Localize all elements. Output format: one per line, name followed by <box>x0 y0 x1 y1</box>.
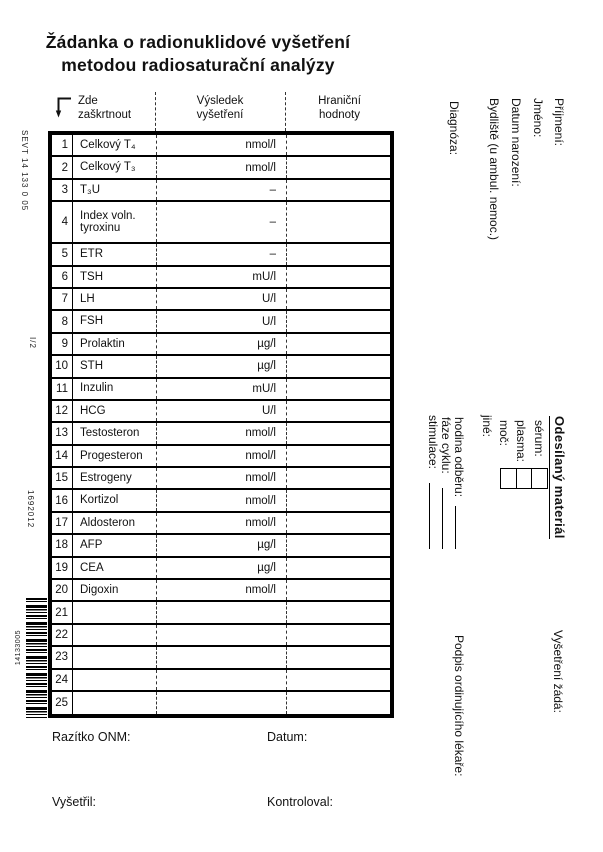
limit-cell <box>286 334 390 354</box>
table-row <box>52 602 390 624</box>
table-row <box>52 180 390 202</box>
material-checkbox-plasma[interactable] <box>516 469 532 488</box>
material-checkbox-moc[interactable] <box>501 469 516 488</box>
column-header-limits: Hraniční hodnoty <box>318 95 361 121</box>
test-name: Celkový T₃ <box>80 161 136 174</box>
row-tick-cell[interactable]: 19 <box>52 558 73 578</box>
table-row <box>52 334 390 356</box>
row-tick-cell[interactable]: 4 <box>52 202 73 242</box>
limit-cell <box>286 625 390 645</box>
row-tick-cell[interactable]: 24 <box>52 670 73 690</box>
material-checkbox-serum[interactable] <box>531 469 547 488</box>
row-tick-cell[interactable]: 15 <box>52 468 73 488</box>
barcode <box>26 598 47 718</box>
field-faze-cyklu: fáze cyklu: <box>439 417 453 474</box>
row-tick-cell[interactable]: 8 <box>52 311 73 331</box>
label-datum: Datum: <box>267 730 308 744</box>
table-row <box>52 468 390 490</box>
field-hodina-odberu: hodina odběru: <box>452 417 466 498</box>
limit-cell <box>286 311 390 331</box>
result-unit-cell: U/l <box>156 401 286 421</box>
result-unit-cell: nmol/l <box>156 135 286 155</box>
form-part-code: I/2 <box>28 337 37 349</box>
result-unit-cell <box>156 625 286 645</box>
result-unit-cell: µg/l <box>156 356 286 376</box>
test-name: Aldosteron <box>80 516 135 529</box>
result-unit-cell <box>156 670 286 690</box>
result-unit-cell: – <box>156 180 286 200</box>
result-unit-cell: µg/l <box>156 334 286 354</box>
barcode-number: 14133005 <box>15 630 22 666</box>
limit-cell <box>286 692 390 714</box>
field-datum-narozeni: Datum narození: <box>509 98 523 187</box>
limit-cell <box>286 490 390 510</box>
form-title-line2: metodou radiosaturační analýzy <box>61 54 335 75</box>
row-tick-cell[interactable]: 14 <box>52 446 73 466</box>
field-stimulace: stimulace: <box>426 415 440 470</box>
row-tick-cell[interactable]: 3 <box>52 180 73 200</box>
table-row <box>52 244 390 266</box>
test-name <box>73 692 156 714</box>
label-vysetril: Vyšetřil: <box>52 795 96 809</box>
table-row <box>52 692 390 714</box>
form-title-line1: Žádanka o radionuklidové vyšetření <box>45 32 351 52</box>
header-divider <box>285 92 286 131</box>
table-row <box>52 289 390 311</box>
results-table <box>48 131 394 718</box>
limit-cell <box>286 356 390 376</box>
test-name: ETR <box>80 248 103 261</box>
test-name: CEA <box>80 561 104 574</box>
sevt-code: SEVT 14 133 0 05 <box>20 130 29 212</box>
result-unit-cell: nmol/l <box>156 580 286 600</box>
limit-cell <box>286 157 390 177</box>
result-unit-cell: nmol/l <box>156 468 286 488</box>
test-name <box>73 602 156 622</box>
row-tick-cell[interactable]: 25 <box>52 692 73 714</box>
test-name: LH <box>80 292 95 305</box>
label-razitko-onm: Razítko ONM: <box>52 730 131 744</box>
result-unit-cell: – <box>156 244 286 264</box>
row-tick-cell[interactable]: 6 <box>52 267 73 287</box>
limit-cell <box>286 401 390 421</box>
table-row <box>52 423 390 445</box>
test-name <box>73 670 156 690</box>
result-unit-cell <box>156 602 286 622</box>
limit-cell <box>286 580 390 600</box>
result-unit-cell: mU/l <box>156 379 286 399</box>
test-name: STH <box>80 360 103 373</box>
row-tick-cell[interactable]: 11 <box>52 379 73 399</box>
test-name: Celkový T₄ <box>80 138 136 151</box>
limit-cell <box>286 135 390 155</box>
test-name: HCG <box>80 404 106 417</box>
limit-cell <box>286 513 390 533</box>
row-tick-cell[interactable]: 22 <box>52 625 73 645</box>
test-name: Kortizol <box>80 494 119 507</box>
header-divider <box>155 92 156 131</box>
result-unit-cell: nmol/l <box>156 157 286 177</box>
field-jine: jiné: <box>480 415 494 438</box>
test-name: TSH <box>80 270 103 283</box>
test-name: Index voln. tyroxinu <box>80 209 136 235</box>
result-unit-cell: nmol/l <box>156 423 286 443</box>
form-title <box>38 31 358 76</box>
result-unit-cell: U/l <box>156 311 286 331</box>
field-podpis-lekare: Podpis ordinujícího lékaře: <box>452 635 466 777</box>
row-tick-cell[interactable]: 18 <box>52 535 73 555</box>
result-unit-cell <box>156 647 286 667</box>
row-tick-cell[interactable]: 1 <box>52 135 73 155</box>
row-tick-cell[interactable]: 10 <box>52 356 73 376</box>
test-name: Estrogeny <box>80 472 132 485</box>
result-unit-cell: µg/l <box>156 535 286 555</box>
table-row <box>52 311 390 333</box>
field-plasma: plasma: <box>514 420 528 463</box>
limit-cell <box>286 267 390 287</box>
table-row <box>52 401 390 423</box>
limit-cell <box>286 535 390 555</box>
table-row <box>52 535 390 557</box>
test-name: Testosteron <box>80 427 140 440</box>
section-odesilany-material: Odesílaný materiál <box>549 416 567 539</box>
column-header-result: Výsledek vyšetření <box>196 95 244 121</box>
tick-here-arrow-icon <box>55 96 73 127</box>
limit-cell <box>286 670 390 690</box>
test-name <box>73 625 156 645</box>
table-row <box>52 202 390 244</box>
test-name: T₃U <box>80 183 101 196</box>
row-tick-cell[interactable]: 2 <box>52 157 73 177</box>
test-name: FSH <box>80 315 103 328</box>
row-tick-cell[interactable]: 13 <box>52 423 73 443</box>
column-header-tick: Zde zaškrtnout <box>78 95 132 121</box>
result-unit-cell: U/l <box>156 289 286 309</box>
limit-cell <box>286 180 390 200</box>
result-unit-cell: nmol/l <box>156 513 286 533</box>
table-row <box>52 513 390 535</box>
result-unit-cell: µg/l <box>156 558 286 578</box>
table-row <box>52 490 390 512</box>
row-tick-cell[interactable]: 5 <box>52 244 73 264</box>
row-tick-cell[interactable]: 7 <box>52 289 73 309</box>
limit-cell <box>286 289 390 309</box>
material-checkbox-group <box>500 468 548 489</box>
row-tick-cell[interactable]: 16 <box>52 490 73 510</box>
limit-cell <box>286 602 390 622</box>
row-tick-cell[interactable]: 23 <box>52 647 73 667</box>
limit-cell <box>286 446 390 466</box>
table-row <box>52 267 390 289</box>
test-name: Prolaktin <box>80 337 125 350</box>
field-prijmeni: Příjmení: <box>552 98 566 147</box>
limit-cell <box>286 558 390 578</box>
limit-cell <box>286 423 390 443</box>
field-serum: sérum: <box>532 420 546 457</box>
result-unit-cell: mU/l <box>156 267 286 287</box>
test-name: Inzulin <box>80 382 114 395</box>
field-vysetreni-zada: Vyšetření žádá: <box>551 630 565 713</box>
limit-cell <box>286 379 390 399</box>
test-name: Progesteron <box>80 449 143 462</box>
table-row <box>52 446 390 468</box>
test-name: Digoxin <box>80 583 119 596</box>
row-tick-cell[interactable]: 21 <box>52 602 73 622</box>
table-row <box>52 647 390 669</box>
table-row <box>52 356 390 378</box>
limit-cell <box>286 468 390 488</box>
limit-cell <box>286 244 390 264</box>
result-unit-cell <box>156 692 286 714</box>
limit-cell <box>286 647 390 667</box>
table-row <box>52 558 390 580</box>
row-tick-cell[interactable]: 12 <box>52 401 73 421</box>
test-name: AFP <box>80 539 103 552</box>
result-unit-cell: – <box>156 202 286 242</box>
hodina-odberu-line <box>455 506 456 549</box>
result-unit-cell: nmol/l <box>156 446 286 466</box>
stimulace-line <box>429 483 430 549</box>
row-tick-cell[interactable]: 20 <box>52 580 73 600</box>
label-kontroloval: Kontroloval: <box>267 795 334 809</box>
row-tick-cell[interactable]: 17 <box>52 513 73 533</box>
table-row <box>52 625 390 647</box>
field-jmeno: Jméno: <box>531 98 545 138</box>
table-row <box>52 157 390 179</box>
field-bydliste: Bydliště (u ambul. nemoc.) <box>487 98 501 241</box>
table-row <box>52 135 390 157</box>
field-moc: moč: <box>497 420 511 447</box>
faze-cyklu-line <box>442 488 443 549</box>
field-diagnoza: Diagnóza: <box>447 101 461 156</box>
row-tick-cell[interactable]: 9 <box>52 334 73 354</box>
print-run-code: 1692012 <box>26 490 35 529</box>
limit-cell <box>286 202 390 242</box>
result-unit-cell: nmol/l <box>156 490 286 510</box>
table-row <box>52 670 390 692</box>
table-row <box>52 379 390 401</box>
test-name <box>73 647 156 667</box>
table-row <box>52 580 390 602</box>
